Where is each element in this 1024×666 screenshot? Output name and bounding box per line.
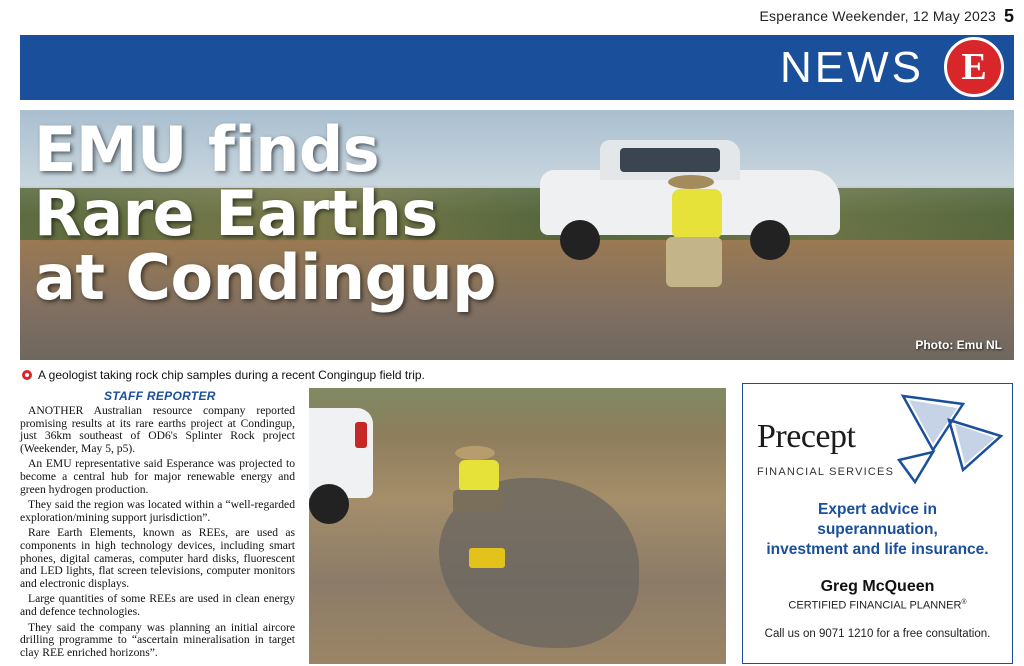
article-paragraph: They said the region was located within a “well-regarded exploration/mining support jurisdiction”.	[20, 498, 295, 524]
article-body	[20, 405, 295, 662]
geologist-figure	[449, 446, 509, 516]
headline	[34, 113, 634, 314]
article-paragraph: They said the company was planning an initial aircore drilling programme to “ascertain mineralisation in target clay REE enriched horizons”.	[20, 620, 295, 659]
field-photo	[309, 388, 726, 664]
ad-brand: Precept	[757, 418, 856, 455]
ad-call-to-action: Call us on 9071 1210 for a free consultation.	[764, 628, 991, 640]
publication-date: Esperance Weekender, 12 May 2023	[759, 8, 996, 24]
newspaper-logo-icon	[944, 37, 1004, 97]
ad-contact-title: CERTIFIED FINANCIAL PLANNER®	[788, 599, 967, 612]
ad-tagline	[743, 500, 1012, 560]
geologist-figure	[660, 175, 730, 295]
tail-light	[355, 422, 367, 448]
article-paragraph: Rare Earth Elements, known as REEs, are used as components in high technology devices, including smart phones, digital cameras, computer hard disks, fluorescent and LED lights, flat screen televisions, computer monitors and electronic displays.	[20, 526, 295, 590]
page-number: 5	[1003, 5, 1014, 26]
article-paragraph: ANOTHER Australian resource company reported promising results at its rare earths project at Condingup, just 36km southeast of OD6's Splinter Rock project (Weekender, May 5, p5).	[20, 404, 295, 455]
photo-caption	[22, 368, 425, 382]
sailboat-logo-icon	[893, 390, 1005, 486]
tyre	[309, 484, 349, 524]
section-label: NEWS	[780, 43, 924, 92]
headline-line: at Condingup	[34, 241, 496, 314]
article-paragraph: An EMU representative said Esperance was projected to become a central hub for major renewable energy and green hydrogen production.	[20, 457, 295, 496]
ad-contact-name: Greg McQueen	[820, 578, 935, 595]
headline-line: EMU finds	[34, 113, 380, 186]
byline: STAFF REPORTER	[104, 389, 216, 403]
ad-subtitle: FINANCIAL SERVICES	[757, 466, 895, 478]
caption-text: A geologist taking rock chip samples during a recent Congingup field trip.	[38, 368, 425, 382]
section-banner	[20, 35, 1014, 100]
bullet-icon	[22, 370, 32, 380]
photo-credit: Photo: Emu NL	[915, 338, 1002, 352]
masthead	[759, 4, 1014, 28]
advertisement[interactable]	[742, 383, 1013, 664]
ad-tagline-line: investment and life insurance.	[766, 541, 989, 558]
article-paragraph: Large quantities of some REEs are used in clean energy and defence technologies.	[20, 592, 295, 618]
logo-letter: E	[961, 46, 987, 88]
hero-photo	[20, 110, 1014, 360]
ad-tagline-line: Expert advice in	[818, 501, 937, 518]
headline-line: Rare Earths	[34, 177, 438, 250]
ad-tagline-line: superannuation,	[817, 521, 938, 538]
sample-bag	[469, 548, 505, 568]
